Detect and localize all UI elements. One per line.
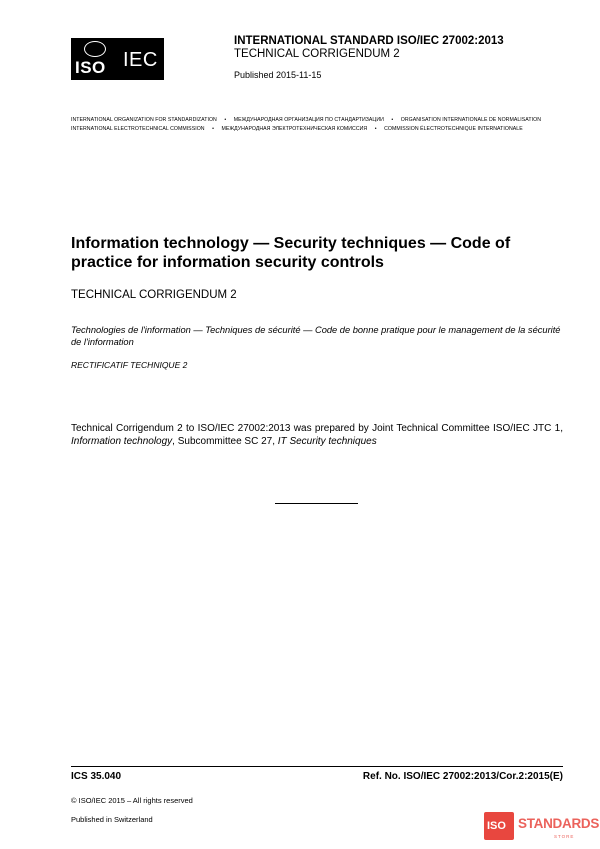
bullet-separator: • [374,126,377,132]
iso-store-logo-icon [484,812,514,840]
org-name: INTERNATIONAL ELECTROTECHNICAL COMMISSION [71,126,205,132]
org-name: INTERNATIONAL ORGANIZATION FOR STANDARDIZATION [71,117,217,123]
bullet-separator: • [212,126,214,132]
standard-title: INTERNATIONAL STANDARD ISO/IEC 27002:2013 [234,35,504,47]
globe-icon [84,41,106,57]
published-location: Published in Switzerland [71,815,153,824]
org-name: ORGANISATION INTERNATIONALE DE NORMALISATION [400,117,542,123]
iso-store-logo-text: ISO [487,820,506,832]
org-name: МЕЖДУНАРОДНАЯ ОРГАНИЗАЦИЯ ПО СТАНДАРТИЗАЦИИ [233,117,384,123]
ics-code: ICS 35.040 [71,771,122,782]
store-sub-text: STORE [554,834,575,839]
footer-divider [71,766,563,767]
iec-logo-text: IEC [123,49,158,71]
org-name: COMMISSION ÉLECTROTECHNIQUE INTERNATIONALE [384,126,523,132]
body-paragraph [71,422,563,448]
document-title: Information technology — Security techniques — Code of practice for information security controls [71,235,511,271]
iso-logo-block [71,38,118,80]
bullet-separator: • [224,117,227,123]
iso-standards-store-watermark [484,812,600,842]
technical-corrigendum-label: TECHNICAL CORRIGENDUM 2 [71,289,237,301]
copyright-notice: © ISO/IEC 2015 – All rights reserved [71,796,193,805]
iso-iec-logo [71,38,164,80]
body-text: , Subcommittee SC 27, [172,436,278,447]
published-date: Published 2015-11-15 [234,70,322,80]
body-italic-text: IT Security techniques [277,436,377,447]
french-title: Technologies de l'information — Techniques de sécurité — Code de bonne pratique pour le management de la sécurité de l'information [71,325,561,347]
divider-rule [275,503,358,504]
corrigendum-label: TECHNICAL CORRIGENDUM 2 [234,48,400,60]
french-rectificatif-label: RECTIFICATIF TECHNIQUE 2 [71,360,188,370]
bullet-separator: • [391,117,394,123]
organizations-row [71,126,523,132]
body-text: Technical Corrigendum 2 to ISO/IEC 27002:2013 was prepared by Joint Technical Committee ISO/IEC JTC 1, [71,423,563,434]
iso-logo-text: ISO [75,58,106,77]
body-italic-text: Information technology [71,436,173,447]
store-brand-text: STANDARDS [518,816,600,831]
org-name: МЕЖДУНАРОДНАЯ ЭЛЕКТРОТЕХНИЧЕСКАЯ КОМИССИЯ [221,126,368,132]
organizations-row [71,117,541,123]
reference-number: Ref. No. ISO/IEC 27002:2013/Cor.2:2015(E) [362,771,563,782]
